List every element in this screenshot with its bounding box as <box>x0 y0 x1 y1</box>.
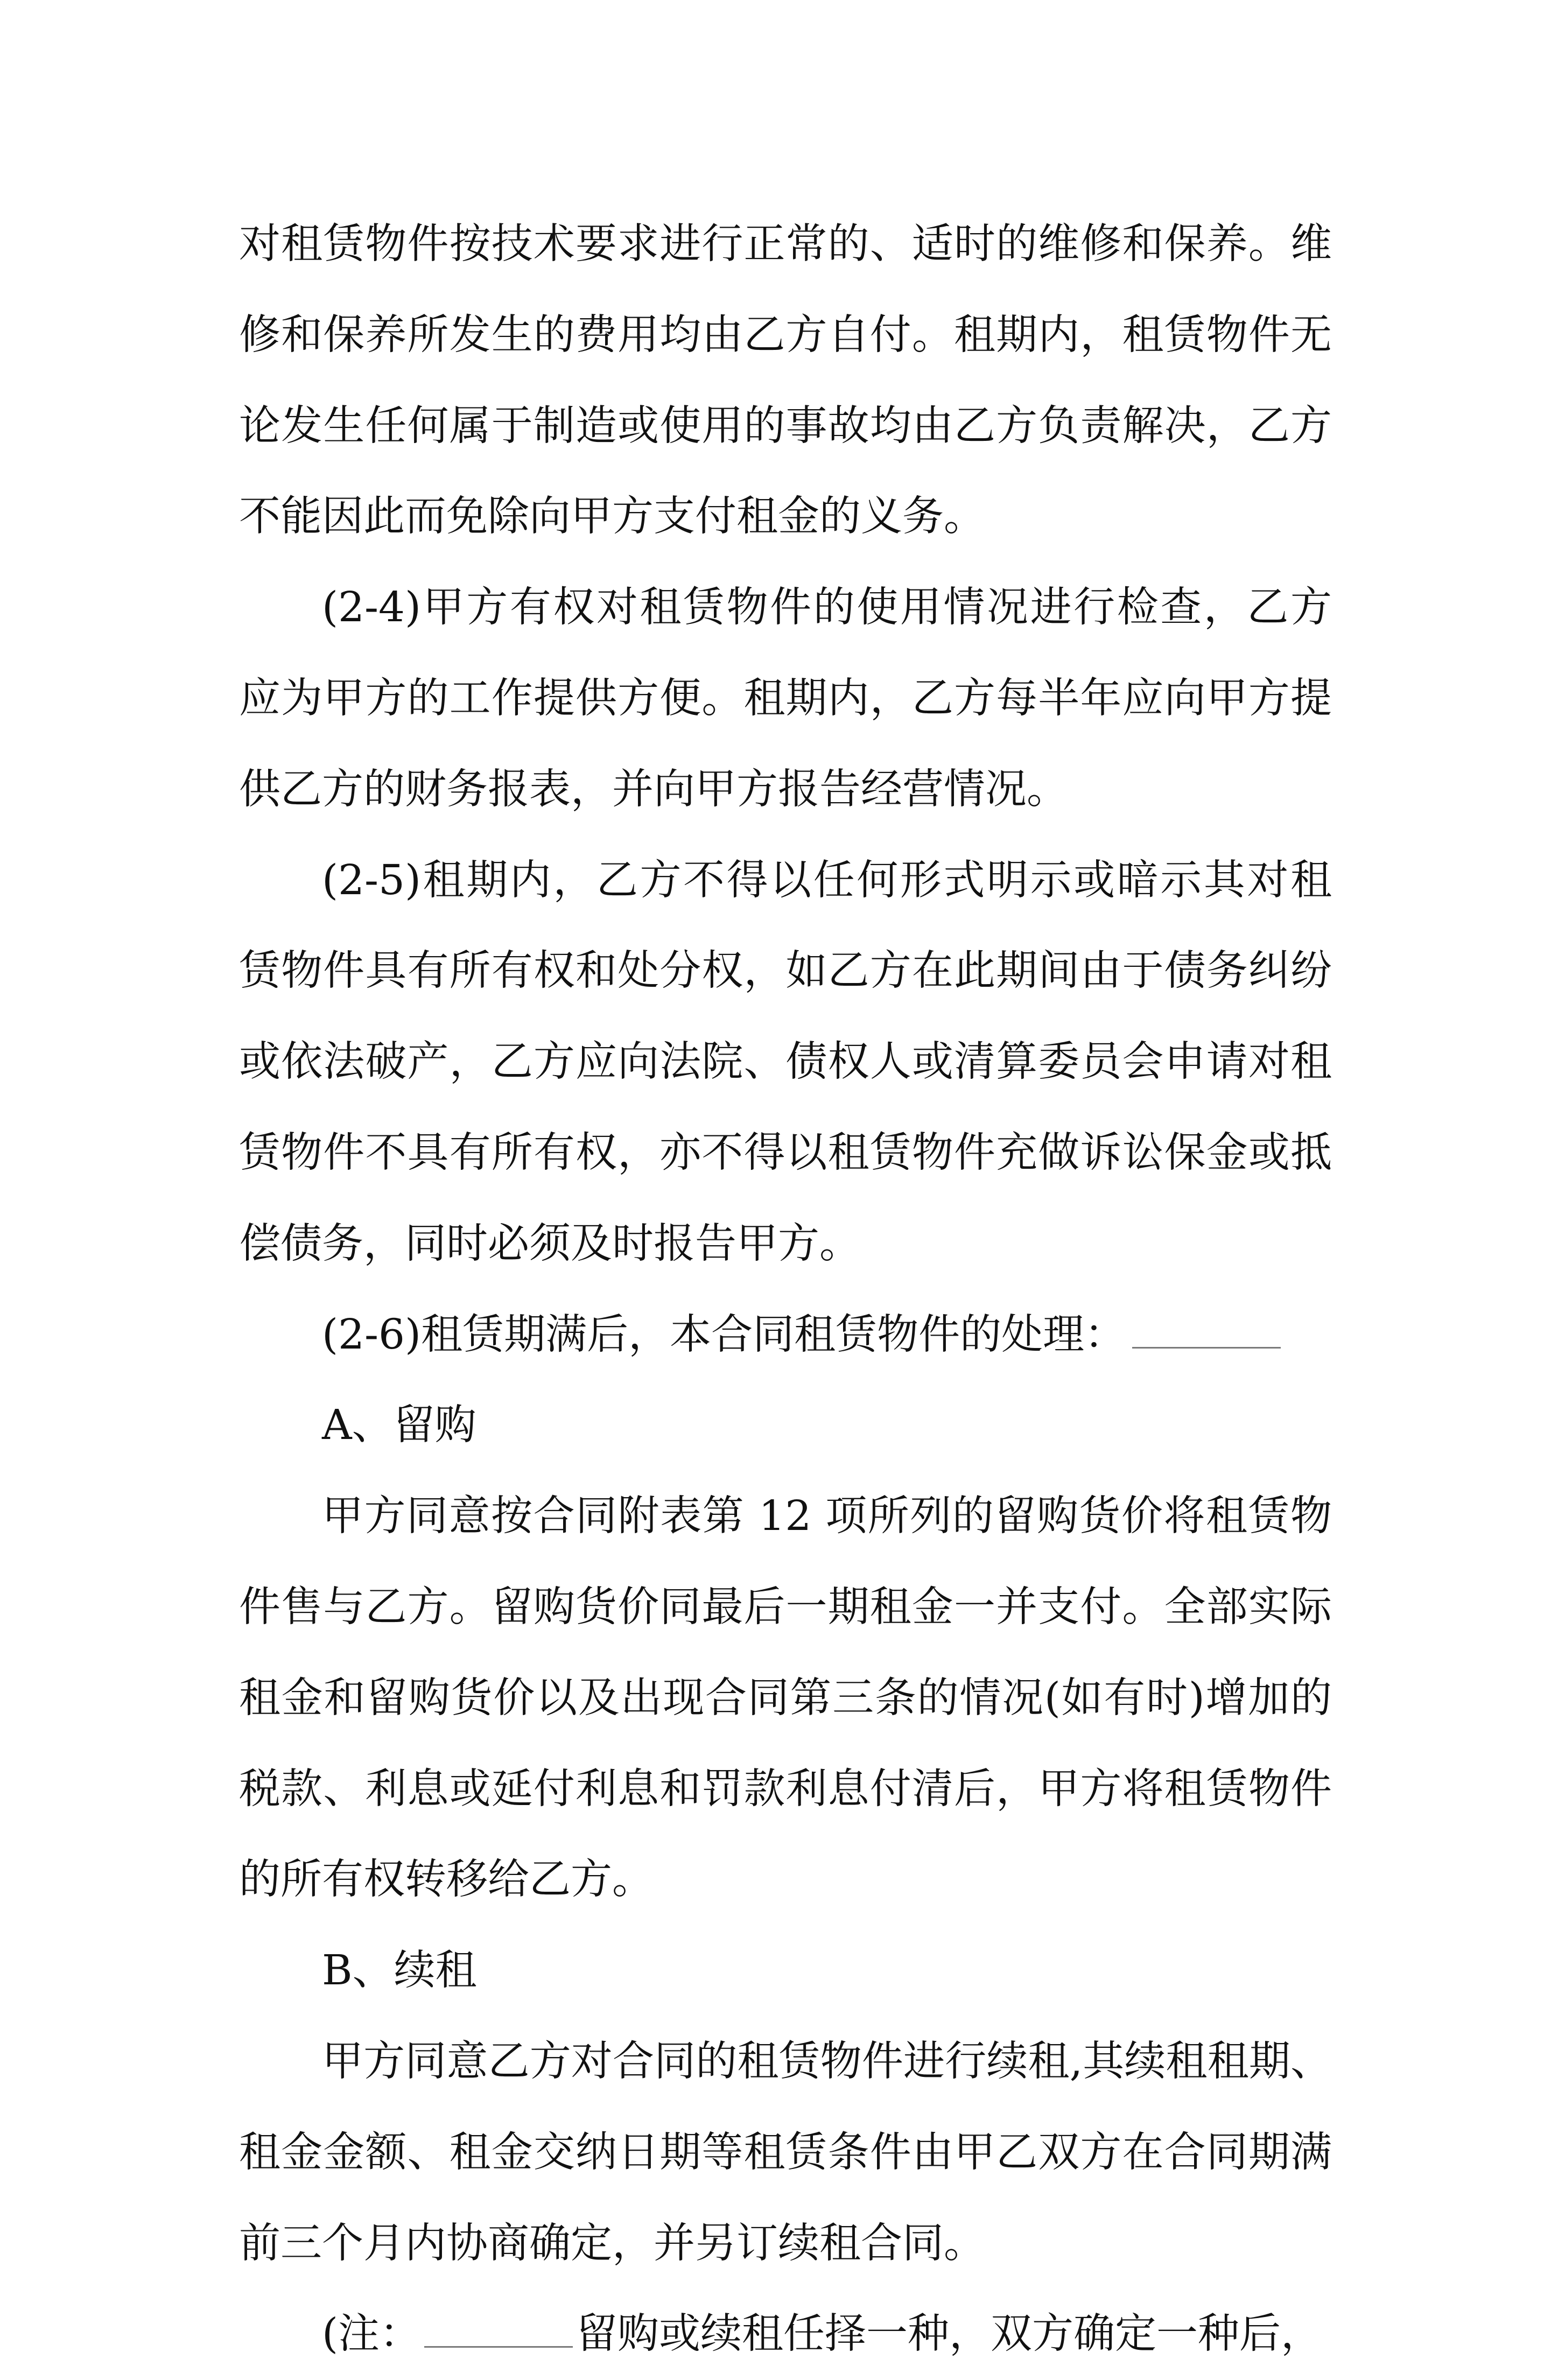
text-line: 件售与乙方。留购货价同最后一期租金一并支付。全部实际 <box>239 1583 1332 1631</box>
text-line: 论发生任何属于制造或使用的事故均由乙方负责解决，乙方 <box>239 402 1332 450</box>
note-suffix: 留购或续租任择一种，双方确定一种后， <box>576 2310 1323 2358</box>
fill-in-blank[interactable] <box>424 2308 573 2348</box>
text-line: 赁物件具有所有权和处分权，如乙方在此期间由于债务纠纷 <box>239 947 1332 995</box>
text-line: 的所有权转移给乙方。 <box>239 1856 654 1904</box>
text-line: 不能因此而免除向甲方支付租金的义务。 <box>239 493 985 541</box>
text-line: 或依法破产，乙方应向法院、债权人或清算委员会申请对租 <box>239 1038 1332 1086</box>
note-prefix: (注： <box>322 2310 422 2358</box>
text-line: 甲方同意乙方对合同的租赁物件进行续租,其续租租期、 <box>322 2037 1332 2086</box>
text-line: 应为甲方的工作提供方便。租期内，乙方每半年应向甲方提 <box>239 674 1332 722</box>
text-line: 前三个月内协商确定，并另订续租合同。 <box>239 2219 985 2267</box>
option-b-heading: B、续租 <box>322 1947 477 1995</box>
text-line: (2-4)甲方有权对租赁物件的使用情况进行检查，乙方 <box>322 584 1332 632</box>
text-line: 租金和留购货价以及出现合同第三条的情况(如有时)增加的 <box>239 1674 1332 1722</box>
text-line: 赁物件不具有所有权，亦不得以租赁物件充做诉讼保金或抵 <box>239 1128 1332 1177</box>
text-line: 修和保养所发生的费用均由乙方自付。租期内，租赁物件无 <box>239 311 1332 359</box>
text-line: 对租赁物件按技术要求进行正常的、适时的维修和保养。维 <box>239 220 1332 268</box>
text-line <box>239 1290 1332 1381</box>
clause-2-6-text: (2-6)租赁期满后，本合同租赁物件的处理： <box>322 1310 1126 1359</box>
fill-in-blank[interactable] <box>1132 1309 1281 1349</box>
text-line: 供乙方的财务报表，并向甲方报告经营情况。 <box>239 765 1068 813</box>
document-body <box>239 199 1332 2380</box>
text-line <box>239 2289 1332 2380</box>
text-line: 甲方同意按合同附表第 12 项所列的留购货价将租赁物 <box>322 1492 1332 1541</box>
text-line: 租金金额、租金交纳日期等租赁条件由甲乙双方在合同期满 <box>239 2128 1332 2177</box>
text-line: 税款、利息或延付利息和罚款利息付清后，甲方将租赁物件 <box>239 1765 1332 1813</box>
option-a-heading: A、留购 <box>322 1401 476 1450</box>
text-line: 偿债务，同时必须及时报告甲方。 <box>239 1219 861 1268</box>
text-line: (2-5)租期内，乙方不得以任何形式明示或暗示其对租 <box>322 856 1332 904</box>
